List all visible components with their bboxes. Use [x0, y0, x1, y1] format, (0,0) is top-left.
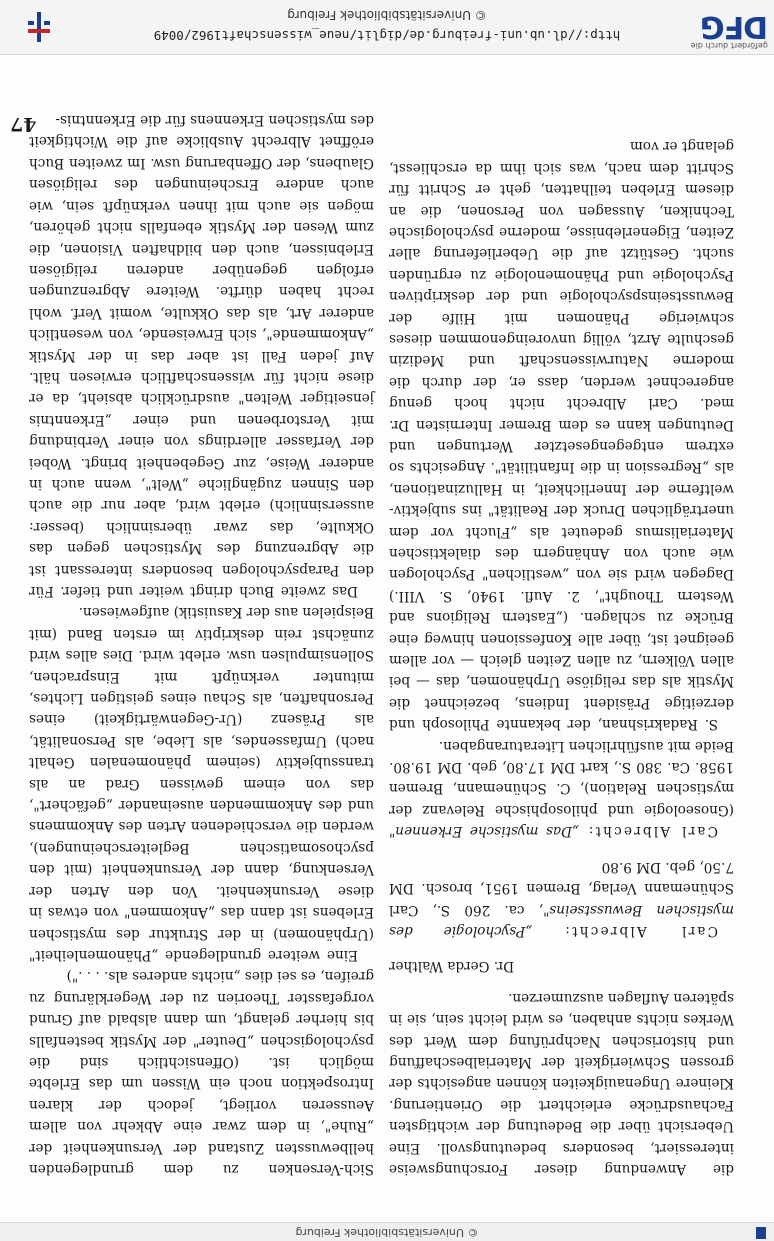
review-3-publication: (Gnoseologie und philosophische Relevanz der mystischen Relation), C. Schünemann, Bremen 1958. Ca. 380 S., kart DM 17.80, geb. DM 19.80. Beide mit ausführlichen Literaturangaben.	[389, 737, 734, 818]
right-paragraph-3: Das zweite Buch dringt weiter und tiefer. Für den Parapsychologen besonders interessant ist die Abgrenzung des Mystischen gegen das Okkulte, das zwar übersinnlich (besser: aussersinnlich) erlebt wird, aber nur die auch den Sinnen zugängliche „Welt", wenn auch in anderer Weise, zur Gegebenheit bringt. Wobei der Verfasser allerdings von einer Verbindung mit Verstorbenen und einer „Erkenntnis jenseitiger Welten" ausdrücklich absieht, da er diese nicht für wissenschaftlich erwiesen hält. Auf jeden Fall ist aber das in der Mystik „Ankommende", sich Erweisende, von wesentlich anderer Art, als das Okkulte, womit Verf. wohl recht haben dürfte. Weitere Abgrenzungen erfolgen gegenüber anderen religiösen Erlebnissen, auch den bildhaften Visionen, die zum Wesen der Mystik ebenfalls nicht gehören, mögen sie auch mit ihnen verknüpft sein, wie auch andere Erscheinungen des religiösen Glaubens, der Offenbarung usw. Im zweiten Buch eröffnet Albrecht Ausblicke auf die Wichtigkeit des mystischen Erkennens für die Erkenntnis-	[29, 112, 374, 600]
review-2-publication: , ca. 260 S., Carl Schünemann Verlag, Bremen 1951, brosch. DM 7.50, geb. DM 9.80	[389, 858, 734, 918]
left-paragraph-1: die Anwendung dieser Forschungsweise interessiert, besonders bedeutungsvoll. Eine Uebersicht über die Bedeutung der wichtigsten Fachausdrücke erleichtert die Orientierung. Kleinere Ungenauigkeiten können angesichts der grossen Schwierigkeit der Materialbeschaffung und historischen Nachprüfung dem Wert des Werkes nichts anhaben, es wird leicht sein, sie in späteren Auflagen auszumerzen.	[389, 989, 734, 1177]
review-2-author: Carl Albrecht:	[563, 922, 718, 939]
review-heading-2	[389, 855, 734, 941]
university-library-icon	[26, 12, 52, 42]
reviewer-signature: Dr. Gerda Walther	[389, 958, 515, 975]
right-paragraph-1: Sich-Versenken zu dem grundlegenden hellbewussten Zustand der Versunkenheit der „Ruhe", in dem zwar eine Abkehr von allem Aeusseren vorliegt, jedoch der klaren Introspektion noch ein Wissen um das Erlebte möglich ist. (Offensichtlich sind die psychologischen „Deuter" der Mystik bestenfalls bis hierher gelangt, um dann alsbald auf Grund vorgefasster Theorien zu der Wegerklärung zu greifen, es sei dies „nichts anderes als. . . .")	[29, 968, 374, 1177]
review-3-author: Carl Albrecht:	[586, 823, 718, 840]
review-heading-3	[389, 734, 734, 841]
footer-copyright: © Universitätsbibliothek Freiburg	[287, 8, 487, 22]
top-strip-text: © Universitätsbibliothek Freiburg	[295, 1226, 479, 1239]
review-2-title: „Psychologie des mystischen Bewusstseins"	[388, 901, 734, 939]
dfg-letters: DFG	[700, 9, 768, 44]
footer-url[interactable]: http://dl.ub.uni-freiburg.de/diglit/neue_wissenschaft1962/0049	[153, 28, 621, 43]
left-paragraph-2: S. Radakrishnan, der bekannte Philosoph und derzeitige Präsident Indiens, bezeichnet die Mystik als das religiöse Urphänomen, das — bei allen Völkern, zu allen Zeiten gleich — vor allem geeignet ist, über alle Konfessionen hinweg eine Brücke zu schlagen. („Eastern Religions and Western Thought", 2. Aufl. 1940, S. VIII.) Dagegen wird sie von „westlichen" Psychologen wie auch von Anhängern des dialektischen Materialismus gedeutet als „Flucht vor dem unerträglichen Druck der Realität" ins subjektiv-weltferne der Innerlichkeit, in Halluzinationen, als „Regression in die Infantilität". Angesichts so extrem entgegengesetzter Wertungen und Deutungen kann es dem Bremer Internisten Dr. med. Carl Albrecht nicht hoch genug angerechnet werden, dass er, der durch die moderne Naturwissenschaft und Medizin geschulte Arzt, völlig unvoreingenommen dieses schwierige Phänomen mit Hilfe der Bewusstseinspsychologie und der deskriptiven Psychologie und Phänomenologie zu ergründen sucht. Gestützt auf die Ueberlieferung aller Zeiten, Eigenerlebnisse, moderne psychologische Techniken, Aussagen von Personen, die an diesem Erleben teilhatten, geht er Schritt für Schritt dem nach, was sich ihm da erschliesst, gelangt er vom	[389, 138, 734, 733]
right-paragraph-2: Eine weitere grundlegende „Phänomenleiheit" (Urphänomen) in der Struktur des mystischen Erlebens ist dann das „Ankommen" von etwas in diese Versunkenheit. Von den Arten der Versenkung, dann der Versunkenheit (mit den psychosomatischen Begleiterscheinungen), werden die verschiedenen Arten des Ankommens und des Ankommenden auseinander „gefächert", das von einem gewissen Grad an als transsubjektiv (seinem phänomenalen Gehalt nach) Umfassendes, als Liebe, als Personalität, als Präsenz (Ur-Gegenwärtigkeit) eines Personhaften, als Schau eines geistigen Lichtes, mitunter verknüpft mit Einsprachen, Sollensimpulsen usw. erlebt wird. Dies alles wird zunächst rein deskriptiv im ersten Band (mit Beispielen aus der Kasuistik) aufgewiesen.	[29, 604, 374, 963]
footer-bar	[0, 0, 774, 55]
left-column	[389, 135, 734, 1179]
right-column	[29, 109, 374, 1179]
review-3-title: „Das mystische Erkennen"	[389, 823, 580, 840]
top-strip	[0, 1222, 774, 1241]
dfg-caption: gefördert durch die	[690, 41, 768, 50]
page-number: 47	[10, 113, 37, 135]
